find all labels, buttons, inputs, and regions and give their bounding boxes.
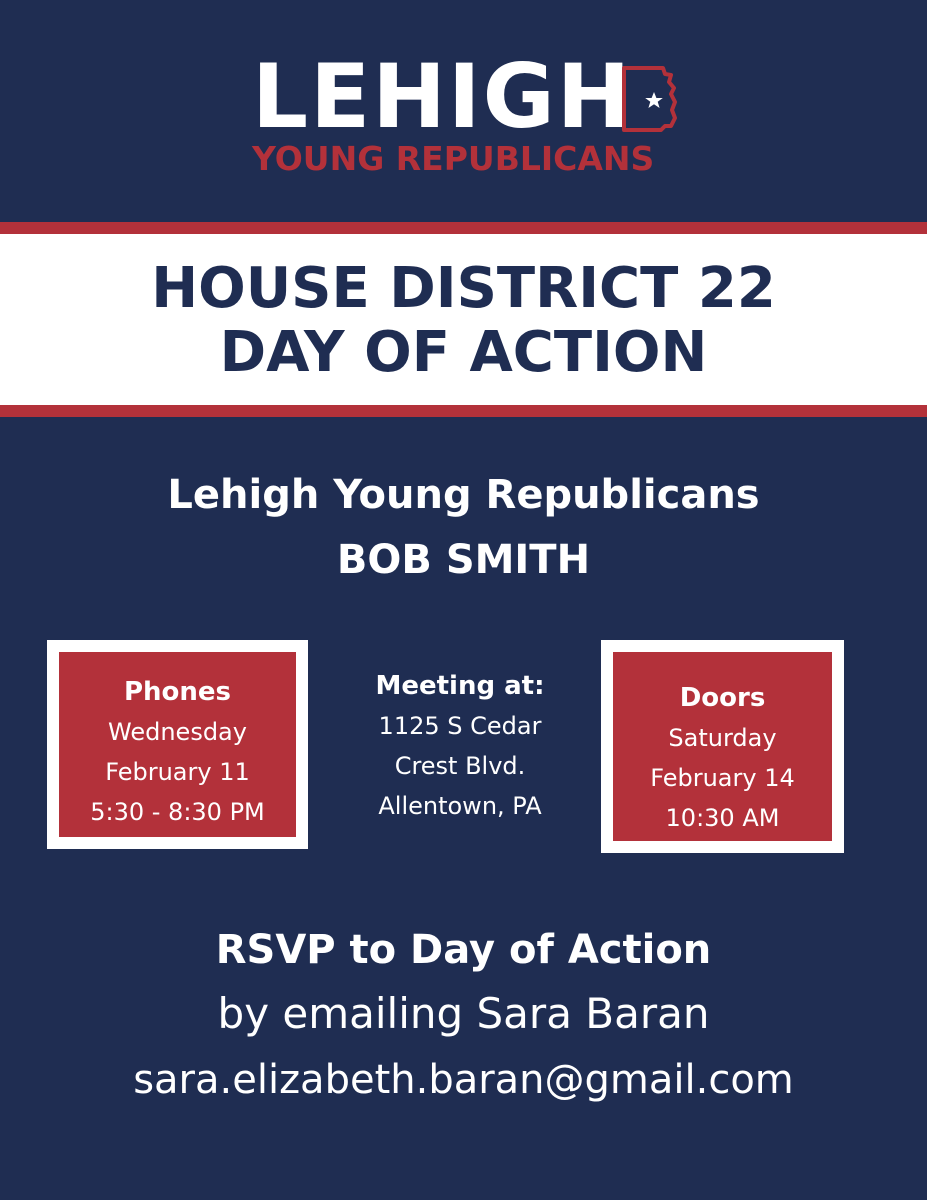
logo (0, 0, 927, 222)
logo-wordmark: LEHIGH (252, 45, 633, 148)
meeting-address-line3: Allentown, PA (378, 792, 542, 820)
rsvp-instruction: by emailing Sara Baran (217, 989, 710, 1038)
phones-date: February 11 (105, 758, 250, 786)
doors-day: Saturday (668, 724, 777, 752)
host-candidate: BOB SMITH (336, 537, 591, 583)
rsvp-email: sara.elizabeth.baran@gmail.com (133, 1057, 794, 1103)
phones-card (47, 640, 308, 849)
meeting-title: Meeting at: (375, 671, 545, 701)
banner-title-line2: DAY OF ACTION (219, 320, 708, 385)
logo-subtitle: YOUNG REPUBLICANS (252, 139, 655, 178)
pennsylvania-star-icon (621, 64, 677, 134)
banner-top-stripe (0, 222, 927, 234)
title-banner (0, 234, 927, 405)
phones-title: Phones (123, 677, 232, 707)
phones-day: Wednesday (108, 718, 247, 746)
doors-title: Doors (679, 683, 766, 713)
meeting-address-line1: 1125 S Cedar (378, 712, 542, 740)
phones-time: 5:30 - 8:30 PM (90, 798, 265, 826)
banner-bottom-stripe (0, 405, 927, 417)
doors-card (601, 640, 844, 853)
meeting-location (330, 666, 590, 826)
banner-title-line1: HOUSE DISTRICT 22 (151, 256, 776, 321)
doors-date: February 14 (650, 764, 795, 792)
host-organization: Lehigh Young Republicans (167, 472, 760, 518)
doors-time: 10:30 AM (665, 804, 780, 832)
meeting-address-line2: Crest Blvd. (394, 752, 526, 780)
rsvp-heading: RSVP to Day of Action (215, 927, 712, 973)
